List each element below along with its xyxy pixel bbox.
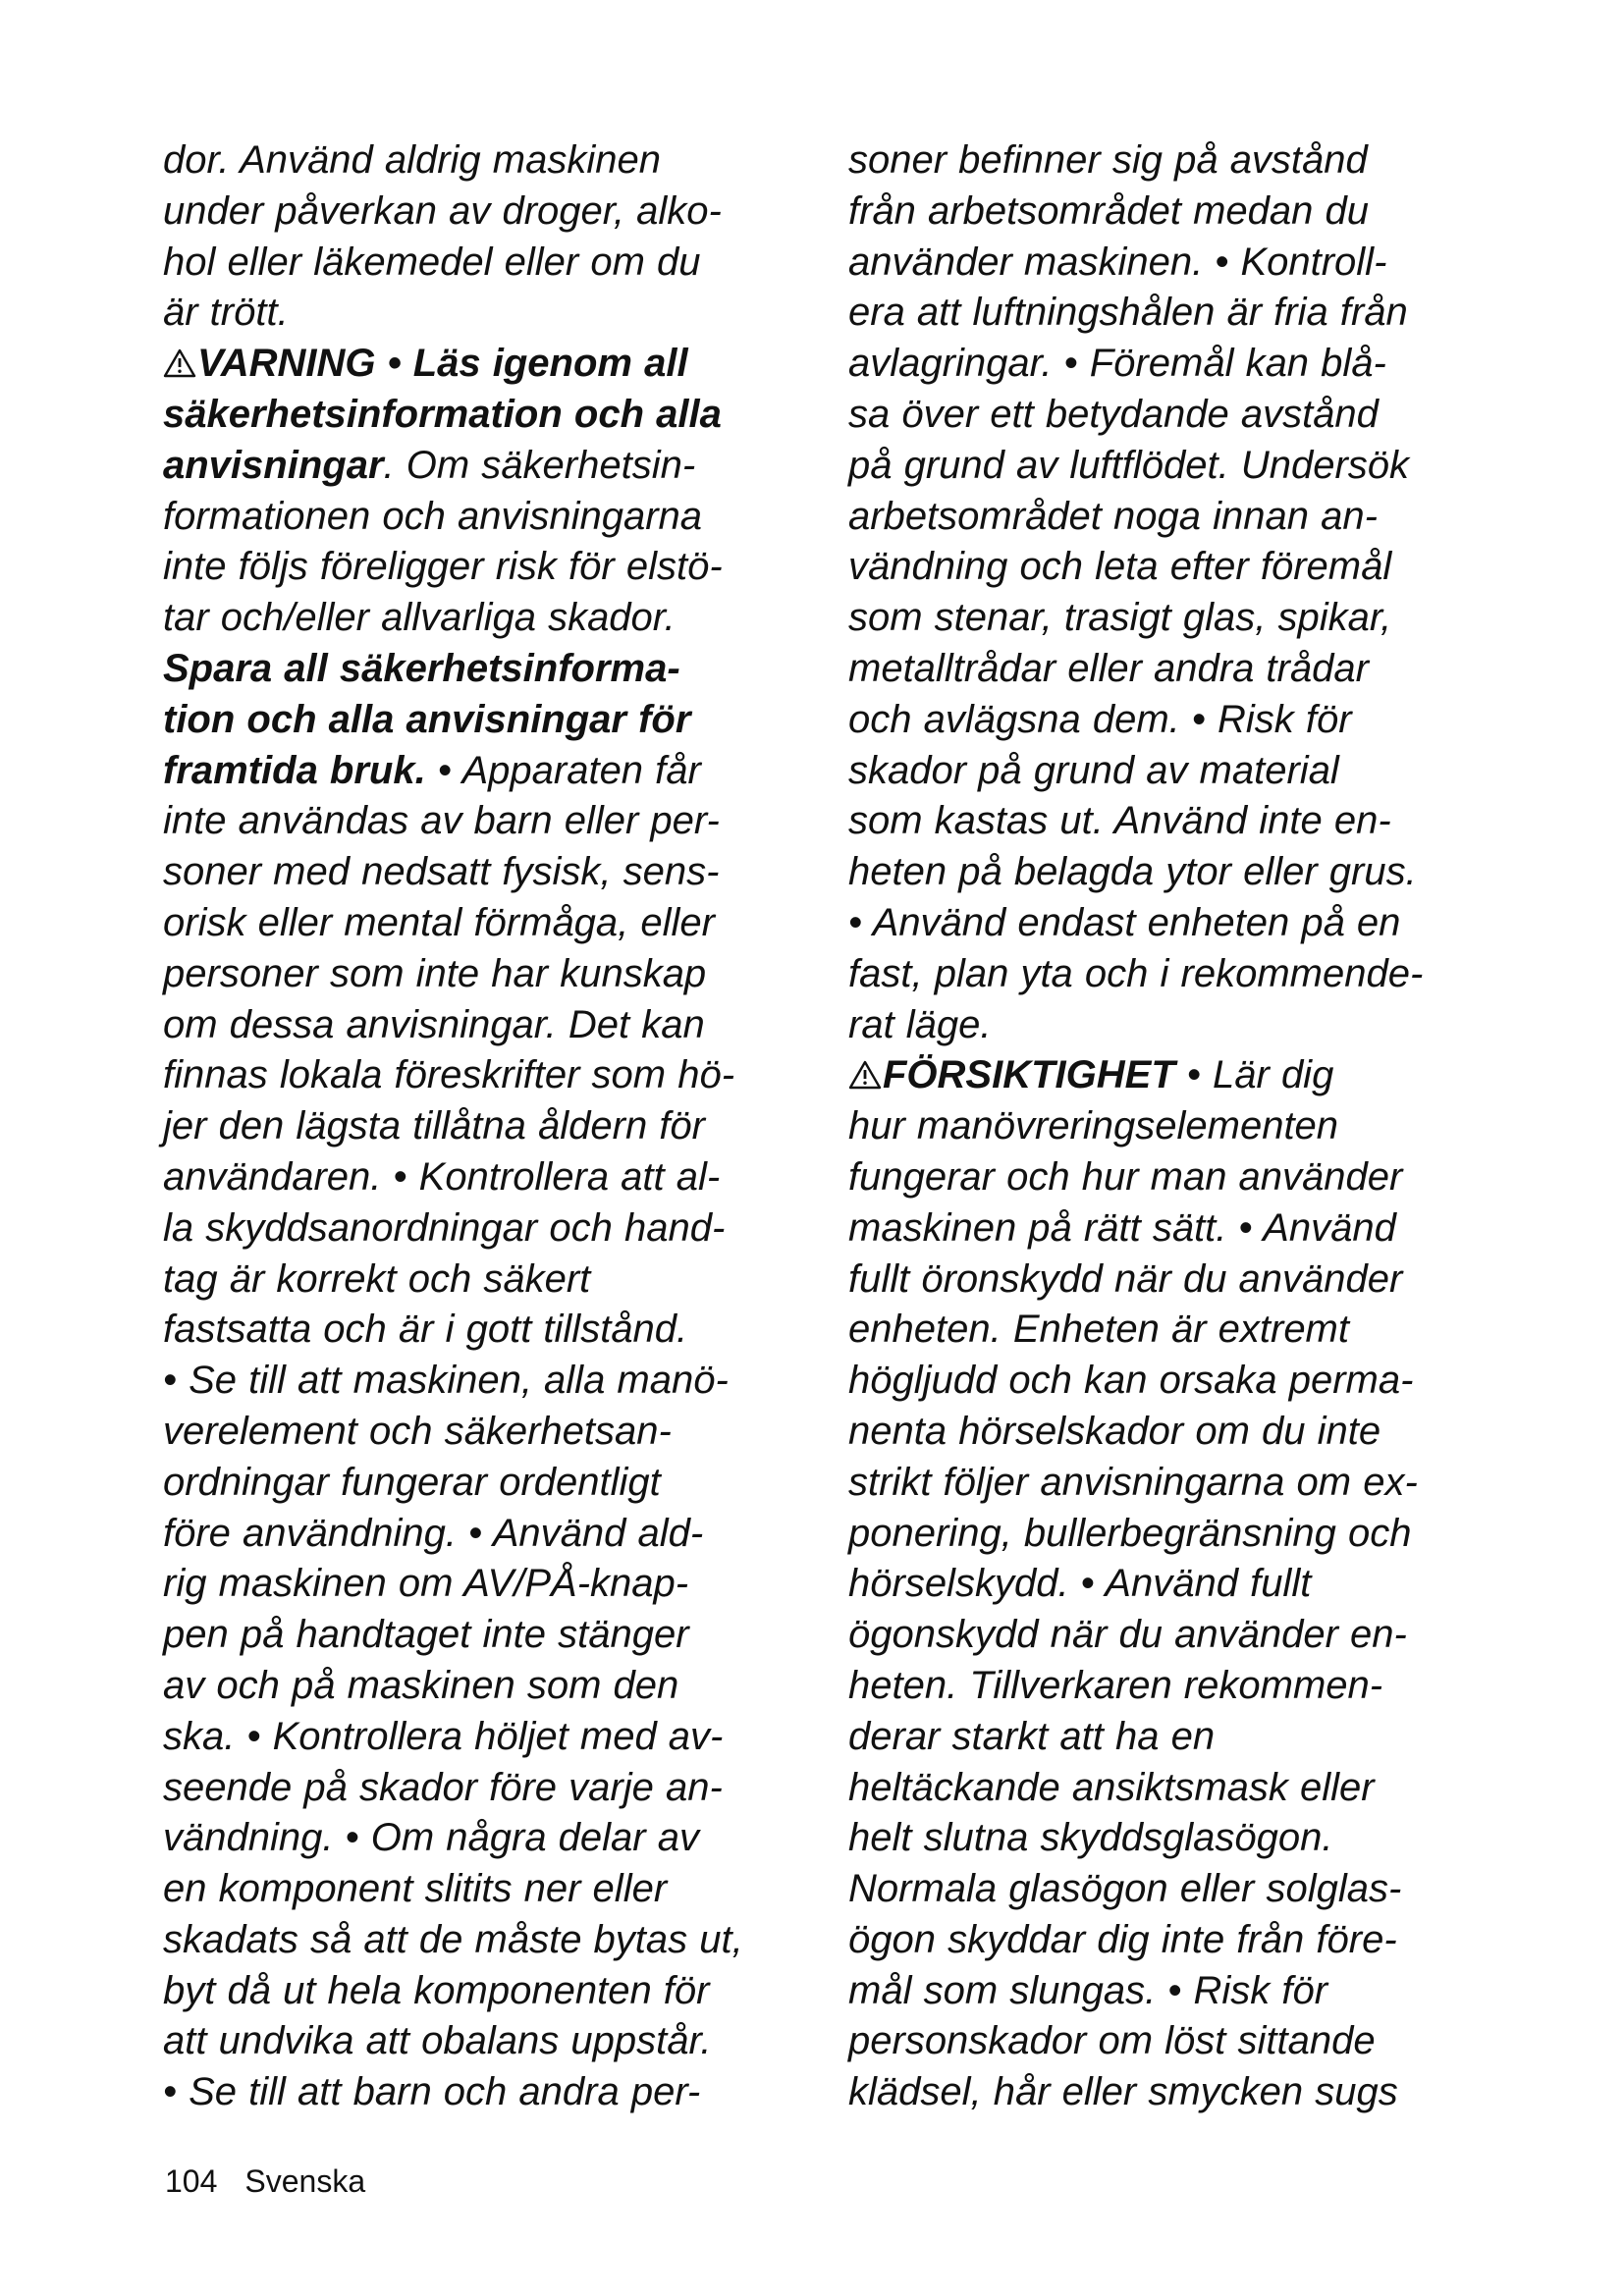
text-line: heltäckande ansiktsmask eller <box>848 1765 1375 1809</box>
text-line: byt då ut hela komponenten för <box>163 1968 710 2012</box>
text-line: fastsatta och är i gott tillstånd. <box>163 1308 688 1352</box>
text-line: dor. Använd aldrig maskinen <box>163 138 661 182</box>
text-line: rig maskinen om AV/PÅ-knap- <box>163 1562 689 1606</box>
bold-text: VARNING • Läs igenom all <box>197 342 688 386</box>
text-line: soner med nedsatt fysisk, sens- <box>163 850 720 894</box>
text-line: • Använd endast enheten på en <box>848 900 1401 944</box>
regular-text: . Om säkerhetsin- <box>383 443 696 487</box>
text-line: heten. Tillverkaren rekommen- <box>848 1663 1383 1707</box>
page-footer <box>165 2163 365 2200</box>
text-line: skadats så att de måste bytas ut, <box>163 1917 743 1961</box>
text-line: rat läge. <box>848 1002 992 1046</box>
text-line: personer som inte har kunskap <box>163 951 707 995</box>
text-line: att undvika att obalans uppstår. <box>163 2019 712 2063</box>
bold-text: FÖRSIKTIGHET <box>883 1053 1175 1097</box>
text-line: personskador om löst sittande <box>848 2019 1376 2063</box>
text-line: tag är korrekt och säkert <box>163 1256 591 1301</box>
text-line: ögonskydd när du använder en- <box>848 1613 1407 1657</box>
text-line <box>848 1050 1496 1101</box>
text-line: ska. • Kontrollera höljet med av- <box>163 1714 724 1758</box>
text-line: är trött. <box>163 291 289 335</box>
text-line: derar starkt att ha en <box>848 1714 1216 1758</box>
text-line: nenta hörselskador om du inte <box>848 1409 1381 1453</box>
text-line: ordningar fungerar ordentligt <box>163 1460 661 1504</box>
text-line: finnas lokala föreskrifter som hö- <box>163 1053 735 1097</box>
warning-triangle-icon <box>848 1060 882 1090</box>
text-line: före användning. • Använd ald- <box>163 1511 704 1555</box>
text-line <box>163 695 811 746</box>
text-line: jer den lägsta tillåtna åldern för <box>163 1104 705 1148</box>
text-line: • Se till att barn och andra per- <box>163 2070 701 2114</box>
text-line: klädsel, hår eller smycken sugs <box>848 2070 1398 2114</box>
text-line: heten på belagda ytor eller grus. <box>848 850 1417 894</box>
text-line: hol eller läkemedel eller om du <box>163 240 701 284</box>
text-line: verelement och säkerhetsan- <box>163 1409 672 1453</box>
text-line: metalltrådar eller andra trådar <box>848 646 1369 690</box>
text-line: av och på maskinen som den <box>163 1663 679 1707</box>
text-line: ponering, bullerbegränsning och <box>848 1511 1412 1555</box>
text-line: seende på skador före varje an- <box>163 1765 723 1809</box>
text-line: vändning och leta efter föremål <box>848 545 1392 589</box>
text-line: formationen och anvisningarna <box>163 494 703 538</box>
text-line: tar och/eller allvarliga skador. <box>163 596 676 640</box>
text-line <box>163 644 811 695</box>
text-line: använder maskinen. • Kontroll- <box>848 240 1387 284</box>
text-line: pen på handtaget inte stänger <box>163 1613 689 1657</box>
text-line: maskinen på rätt sätt. • Använd <box>848 1205 1396 1250</box>
text-line: era att luftningshålen är fria från <box>848 291 1408 335</box>
text-line: inte användas av barn eller per- <box>163 799 720 843</box>
text-line: som kastas ut. Använd inte en- <box>848 799 1391 843</box>
text-line: fullt öronskydd när du använder <box>848 1256 1403 1301</box>
text-line: inte följs föreligger risk för elstö- <box>163 545 723 589</box>
text-line <box>163 441 811 492</box>
text-line: på grund av luftflödet. Undersök <box>848 443 1410 487</box>
text-line: la skyddsanordningar och hand- <box>163 1205 726 1250</box>
text-line: fungerar och hur man använder <box>848 1154 1403 1199</box>
text-line: sa över ett betydande avstånd <box>848 392 1379 436</box>
right-text-column <box>848 135 1496 2118</box>
regular-text: • Apparaten får <box>425 748 701 792</box>
text-line: helt slutna skyddsglasögon. <box>848 1816 1333 1860</box>
text-line: användaren. • Kontrollera att al- <box>163 1154 721 1199</box>
text-line: från arbetsområdet medan du <box>848 188 1369 233</box>
text-line: om dessa anvisningar. Det kan <box>163 1002 705 1046</box>
text-line <box>163 390 811 441</box>
text-line: som stenar, trasigt glas, spikar, <box>848 596 1392 640</box>
regular-text: • Lär dig <box>1174 1053 1334 1097</box>
text-line: fast, plan yta och i rekommende- <box>848 951 1424 995</box>
text-line: arbetsområdet noga innan an- <box>848 494 1378 538</box>
bold-text: tion och alla anvisningar för <box>163 697 691 741</box>
warning-triangle-icon <box>163 348 196 378</box>
text-line: • Se till att maskinen, alla manö- <box>163 1359 729 1403</box>
bold-text: framtida bruk. <box>163 748 426 792</box>
text-line <box>163 746 811 797</box>
bold-text: säkerhetsinformation och alla <box>163 392 722 436</box>
text-line: hörselskydd. • Använd fullt <box>848 1562 1312 1606</box>
text-line: under påverkan av droger, alko- <box>163 188 722 233</box>
text-line: vändning. • Om några delar av <box>163 1816 699 1860</box>
text-line: ögon skyddar dig inte från före- <box>848 1917 1397 1961</box>
text-line: enheten. Enheten är extremt <box>848 1308 1349 1352</box>
text-line: skador på grund av material <box>848 748 1339 792</box>
left-text-column <box>163 135 811 2118</box>
bold-text: Spara all säkerhetsinforma- <box>163 646 680 690</box>
text-line: Normala glasögon eller solglas- <box>848 1867 1402 1911</box>
bold-text: anvisningar <box>163 443 384 487</box>
text-line <box>163 339 811 390</box>
text-line: mål som slungas. • Risk för <box>848 1968 1328 2012</box>
text-line: en komponent slitits ner eller <box>163 1867 668 1911</box>
text-line: strikt följer anvisningarna om ex- <box>848 1460 1418 1504</box>
text-line: soner befinner sig på avstånd <box>848 138 1368 182</box>
text-line: högljudd och kan orsaka perma- <box>848 1359 1414 1403</box>
text-line: hur manövreringselementen <box>848 1104 1339 1148</box>
text-line: orisk eller mental förmåga, eller <box>163 900 715 944</box>
text-line: och avlägsna dem. • Risk för <box>848 697 1352 741</box>
page-number: 104 <box>165 2163 218 2199</box>
footer-language: Svenska <box>244 2163 366 2199</box>
text-line: avlagringar. • Föremål kan blå- <box>848 342 1386 386</box>
